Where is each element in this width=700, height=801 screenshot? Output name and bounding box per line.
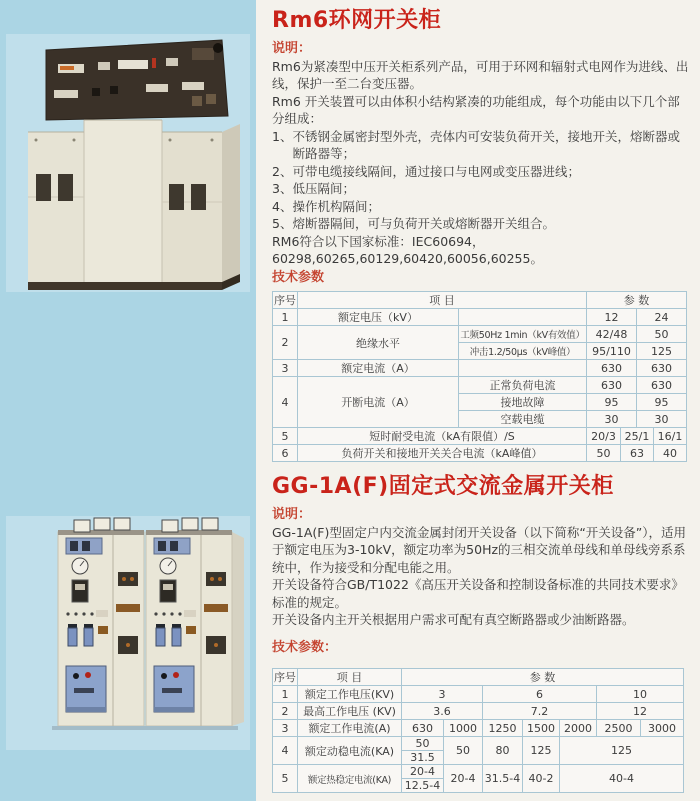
parameters-table [272, 668, 684, 793]
table-cell: 12 [597, 703, 684, 720]
table-cell: 95/110 [587, 343, 637, 360]
table-cell: 2000 [560, 720, 597, 737]
table-cell [459, 360, 587, 377]
rm6-params-table [272, 291, 692, 462]
switchgear-unit-2 [146, 518, 232, 726]
photo-shadow [52, 726, 238, 730]
rm6-intro-paragraph: Rm6 开关装置可以由体积小结构紧凑的功能组成，每个功能由以下几个部分组成： [272, 93, 680, 126]
table-cell: 10 [597, 686, 684, 703]
table-cell: 95 [637, 394, 687, 411]
table-cell: 20-4 [402, 765, 444, 779]
table-cell: 6 [483, 686, 597, 703]
section-rm6 [272, 8, 692, 462]
table-cell: 125 [523, 737, 560, 765]
table-cell: 125 [637, 343, 687, 360]
table-cell: 40-4 [560, 765, 684, 793]
table-cell: 40-2 [523, 765, 560, 793]
gg1af-desc-label: 说明： [272, 507, 312, 522]
table-cell: 31.5 [402, 751, 444, 765]
table-cell: 50 [402, 737, 444, 751]
table-header-cell: 参 数 [587, 292, 687, 309]
cabinet-side [232, 532, 244, 726]
table-cell: 正常负荷电流 [459, 377, 587, 394]
table-cell: 80 [483, 737, 523, 765]
table-cell: 12.5-4 [402, 779, 444, 793]
table-cell: 630 [587, 360, 637, 377]
table-cell: 24 [637, 309, 687, 326]
table-cell: 额定电流（A） [298, 360, 459, 377]
cabinet-top-panel [46, 40, 228, 120]
table-cell: 30 [637, 411, 687, 428]
gg1af-params-table [272, 668, 692, 793]
table-cell: 25/1 [621, 428, 654, 445]
switchgear-unit-1 [58, 518, 144, 726]
table-cell: 额定电压（kV） [298, 309, 459, 326]
rm6-title: Rm6环网开关柜 [272, 8, 442, 33]
table-cell: 开断电流（A） [298, 377, 459, 428]
table-cell: 额定热稳定电流(KA) [298, 765, 402, 793]
table-cell: 3 [273, 720, 298, 737]
table-cell: 31.5-4 [483, 765, 523, 793]
table-header-cell: 项 目 [298, 292, 587, 309]
table-cell: 4 [273, 377, 298, 428]
table-cell: 50 [444, 737, 483, 765]
table-cell: 额定工作电流(A) [298, 720, 402, 737]
gg1af-intro-paragraph: GG-1A(F)型固定户内交流金属封闭开关设备（以下简称“开关设备”），适用于额定电压为3-10kV，额定功率为50Hz的三相交流单母线和单母线旁系系统中，作为接受和分配电能之用。 [272, 524, 687, 575]
table-cell: 1 [273, 309, 298, 326]
table-cell: 5 [273, 765, 298, 793]
table-cell: 最高工作电压 (KV) [298, 703, 402, 720]
table-cell: 4 [273, 737, 298, 765]
rm6-list-item: 5、熔断器隔间，可与负荷开关或熔断器开关组合。 [272, 216, 555, 231]
table-cell: 空载电缆 [459, 411, 587, 428]
table-cell: 1250 [483, 720, 523, 737]
table-cell: 125 [560, 737, 684, 765]
rm6-intro-paragraph: Rm6为紧凑型中压开关柜系列产品，可用于环网和辐射式电网作为进线、出线，保护一至二台变压器。 [272, 58, 689, 91]
photo-column [0, 0, 256, 801]
table-cell: 冲击1.2/50μs（kV峰值） [459, 343, 587, 360]
rm6-standards: RM6符合以下国家标准：IEC60694，60298,60265,60129,60420,60056,60255。 [272, 233, 543, 266]
table-cell: 2 [273, 703, 298, 720]
table-cell: 3.6 [402, 703, 483, 720]
rm6-list-item: 1、不锈钢金属密封型外壳，壳体内可安装负荷开关，接地开关，熔断器或断路器等； [272, 128, 680, 161]
table-cell: 3 [273, 360, 298, 377]
table-cell: 额定动稳电流(KA) [298, 737, 402, 765]
table-cell: 2500 [597, 720, 641, 737]
gg1af-intro-paragraph: 开关设备符合GB/T1022《高压开关设备和控制设备标准的共同技术要求》标准的规定。 [272, 577, 684, 610]
gg1af-tech-label: 技术参数： [272, 639, 338, 655]
gg1af-title: GG-1A(F)固定式交流金属开关柜 [272, 474, 614, 499]
table-cell: 3 [402, 686, 483, 703]
table-cell: 30 [587, 411, 637, 428]
table-cell [459, 309, 587, 326]
rm6-list-item: 3、低压隔间； [272, 181, 355, 196]
table-header-cell: 参 数 [402, 669, 684, 686]
table-cell: 12 [587, 309, 637, 326]
table-cell: 630 [637, 377, 687, 394]
rm6-tech-label: 技术参数 [272, 269, 325, 285]
gg1af-intro-paragraph: 开关设备内主开关根据用户需求可配有真空断路器或少油断路器。 [272, 612, 635, 627]
table-cell: 40 [654, 445, 687, 462]
table-cell: 短时耐受电流（kA有限值）/S [298, 428, 587, 445]
table-cell: 16/1 [654, 428, 687, 445]
table-header-cell: 序号 [273, 669, 298, 686]
table-cell: 3000 [641, 720, 684, 737]
table-cell: 630 [402, 720, 444, 737]
table-cell: 1 [273, 686, 298, 703]
product-photo-gg1af [6, 516, 250, 750]
parameters-table [272, 291, 687, 462]
table-cell: 50 [587, 445, 621, 462]
rm6-desc-label: 说明： [272, 41, 312, 56]
table-cell: 负荷开关和接地开关关合电流（kA峰值） [298, 445, 587, 462]
table-cell: 6 [273, 445, 298, 462]
table-header-cell: 项 目 [298, 669, 402, 686]
product-photo-rm6 [6, 34, 250, 292]
table-cell: 2 [273, 326, 298, 360]
section-gg1af [272, 474, 692, 793]
content-column [256, 0, 700, 801]
table-cell: 1000 [444, 720, 483, 737]
table-cell: 绝缘水平 [298, 326, 459, 360]
table-cell: 630 [587, 377, 637, 394]
table-cell: 630 [637, 360, 687, 377]
table-cell: 50 [637, 326, 687, 343]
table-cell: 42/48 [587, 326, 637, 343]
table-cell: 接地故障 [459, 394, 587, 411]
cabinet-body [28, 120, 240, 286]
rm6-list-item: 4、操作机构隔间； [272, 198, 380, 214]
table-cell: 工频50Hz 1min（kV有效值） [459, 326, 587, 343]
table-cell: 1500 [523, 720, 560, 737]
rm6-list-item: 2、可带电缆接线隔间，通过接口与电网或变压器进线； [272, 163, 580, 179]
table-cell: 额定工作电压(KV) [298, 686, 402, 703]
table-cell: 20-4 [444, 765, 483, 793]
table-header-cell: 序号 [273, 292, 298, 309]
table-cell: 20/3 [587, 428, 621, 445]
table-cell: 5 [273, 428, 298, 445]
table-cell: 7.2 [483, 703, 597, 720]
table-cell: 95 [587, 394, 637, 411]
table-cell: 63 [621, 445, 654, 462]
